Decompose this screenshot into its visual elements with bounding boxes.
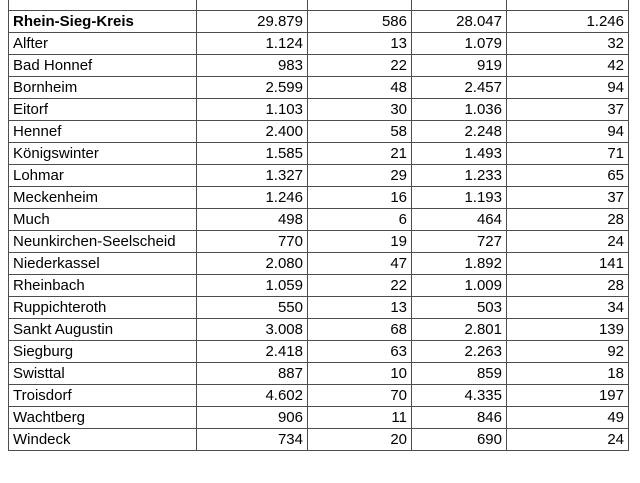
table-cell-value-1: 550 (197, 297, 308, 319)
table-cell-value-1: 983 (197, 55, 308, 77)
table-cell-value-3: 859 (412, 363, 507, 385)
table-cell-value-4: 197 (507, 385, 629, 407)
table-cell-value-3: 503 (412, 297, 507, 319)
table-cell-value-4: 92 (507, 341, 629, 363)
table-cell-value-3: 2.248 (412, 121, 507, 143)
table-cell-municipality: Ruppichteroth (9, 297, 197, 319)
table-cell-municipality: Much (9, 209, 197, 231)
table-cell-value-1: 734 (197, 429, 308, 451)
table-row (9, 209, 629, 231)
table-cell-value-2: 16 (308, 187, 412, 209)
table-cell-value-4: 42 (507, 55, 629, 77)
table-row-total (9, 11, 629, 33)
table-cell-value-2: 30 (308, 99, 412, 121)
table-cell-value-1: 498 (197, 209, 308, 231)
table-cell-value-3: 1.079 (412, 33, 507, 55)
table-cell-value-3: 1.233 (412, 165, 507, 187)
table-cell-value-4: 49 (507, 407, 629, 429)
table-body (9, 11, 629, 451)
table-cell-municipality: Königswinter (9, 143, 197, 165)
table-cell-value-1: 2.400 (197, 121, 308, 143)
table-cell-value-4: 1.246 (507, 11, 629, 33)
table-cell-value-1: 4.602 (197, 385, 308, 407)
table-cell-municipality: Neunkirchen-Seelscheid (9, 231, 197, 253)
table-cell-value-1: 29.879 (197, 11, 308, 33)
table-cell-value-1: 1.103 (197, 99, 308, 121)
table-row (9, 341, 629, 363)
table-cell-value-3: 846 (412, 407, 507, 429)
table-cell-value-2: 29 (308, 165, 412, 187)
table-cell-municipality: Wachtberg (9, 407, 197, 429)
table-cell-value-4: 37 (507, 99, 629, 121)
table-cell-value-3: 2.457 (412, 77, 507, 99)
table-cell-value-3: 1.892 (412, 253, 507, 275)
table-cell-value-1: 770 (197, 231, 308, 253)
table-cell-value-4: 71 (507, 143, 629, 165)
table-cell-municipality: Eitorf (9, 99, 197, 121)
table-cell-municipality: Troisdorf (9, 385, 197, 407)
table-row (9, 33, 629, 55)
table-cell-value-2: 22 (308, 275, 412, 297)
table-cell-value-3: 1.493 (412, 143, 507, 165)
table-cell-municipality: Bornheim (9, 77, 197, 99)
table-cell-value-4: 24 (507, 429, 629, 451)
table-cell-value-4: 139 (507, 319, 629, 341)
table-cell-municipality: Siegburg (9, 341, 197, 363)
table-cell-value-1: 1.585 (197, 143, 308, 165)
table-cell-value-4: 37 (507, 187, 629, 209)
table-cell-value-4: 94 (507, 77, 629, 99)
table-row (9, 55, 629, 77)
table-cell-value-1: 2.599 (197, 77, 308, 99)
table-row (9, 121, 629, 143)
table-cell-value-3: 2.263 (412, 341, 507, 363)
table-cell-value-1: 1.246 (197, 187, 308, 209)
table-cell-value-2: 6 (308, 209, 412, 231)
table-row (9, 429, 629, 451)
table-cell-value-1: 1.059 (197, 275, 308, 297)
table-cell-value-4: 28 (507, 209, 629, 231)
table-cell-value-4: 141 (507, 253, 629, 275)
table-cell-value-2: 13 (308, 33, 412, 55)
data-table-container (8, 0, 629, 451)
table-cell-value-3: 4.335 (412, 385, 507, 407)
table-cell-value-2: 63 (308, 341, 412, 363)
table-row (9, 385, 629, 407)
table-cell-municipality: Sankt Augustin (9, 319, 197, 341)
table-cell-value-4: 34 (507, 297, 629, 319)
table-cell-municipality: Alfter (9, 33, 197, 55)
table-cell-value-1: 906 (197, 407, 308, 429)
table-cell-value-3: 1.009 (412, 275, 507, 297)
table-cell-value-1: 2.418 (197, 341, 308, 363)
table-cell-municipality: Rhein-Sieg-Kreis (9, 11, 197, 33)
table-cell-value-2: 47 (308, 253, 412, 275)
table-cell-value-1: 1.327 (197, 165, 308, 187)
table-cell-municipality: Rheinbach (9, 275, 197, 297)
table-cell-value-3: 464 (412, 209, 507, 231)
table-row (9, 363, 629, 385)
table-cell-value-2: 58 (308, 121, 412, 143)
table-cell-value-2: 11 (308, 407, 412, 429)
table-cell-value-2: 48 (308, 77, 412, 99)
table-cell-value-2: 13 (308, 297, 412, 319)
table-cell-value-1: 3.008 (197, 319, 308, 341)
table-cell-value-4: 32 (507, 33, 629, 55)
table-row (9, 407, 629, 429)
table-row (9, 275, 629, 297)
table-cell-value-2: 19 (308, 231, 412, 253)
table-row (9, 231, 629, 253)
table-cell-value-1: 2.080 (197, 253, 308, 275)
table-cell-value-2: 21 (308, 143, 412, 165)
table-cell-municipality: Lohmar (9, 165, 197, 187)
table-cell-municipality: Niederkassel (9, 253, 197, 275)
table-cell-value-1: 1.124 (197, 33, 308, 55)
table-cell-value-3: 1.193 (412, 187, 507, 209)
table-cell-value-4: 65 (507, 165, 629, 187)
table-row (9, 297, 629, 319)
table-row (9, 77, 629, 99)
table-cell-value-4: 18 (507, 363, 629, 385)
data-table (8, 10, 629, 451)
table-cell-value-2: 10 (308, 363, 412, 385)
table-row (9, 319, 629, 341)
table-cell-value-3: 2.801 (412, 319, 507, 341)
table-cell-value-3: 1.036 (412, 99, 507, 121)
table-cell-municipality: Meckenheim (9, 187, 197, 209)
table-cell-value-2: 20 (308, 429, 412, 451)
table-row (9, 143, 629, 165)
table-row (9, 187, 629, 209)
table-cell-value-4: 28 (507, 275, 629, 297)
table-cell-value-3: 727 (412, 231, 507, 253)
table-cell-value-4: 94 (507, 121, 629, 143)
table-cell-value-2: 586 (308, 11, 412, 33)
table-row (9, 165, 629, 187)
table-cell-value-3: 919 (412, 55, 507, 77)
table-cell-value-2: 70 (308, 385, 412, 407)
table-cell-value-1: 887 (197, 363, 308, 385)
table-cell-value-2: 22 (308, 55, 412, 77)
table-cell-municipality: Hennef (9, 121, 197, 143)
table-cell-municipality: Swisttal (9, 363, 197, 385)
table-cell-value-4: 24 (507, 231, 629, 253)
table-cell-municipality: Windeck (9, 429, 197, 451)
table-cell-municipality: Bad Honnef (9, 55, 197, 77)
table-cell-value-2: 68 (308, 319, 412, 341)
table-cell-value-3: 690 (412, 429, 507, 451)
table-row (9, 99, 629, 121)
table-row (9, 253, 629, 275)
table-cell-value-3: 28.047 (412, 11, 507, 33)
